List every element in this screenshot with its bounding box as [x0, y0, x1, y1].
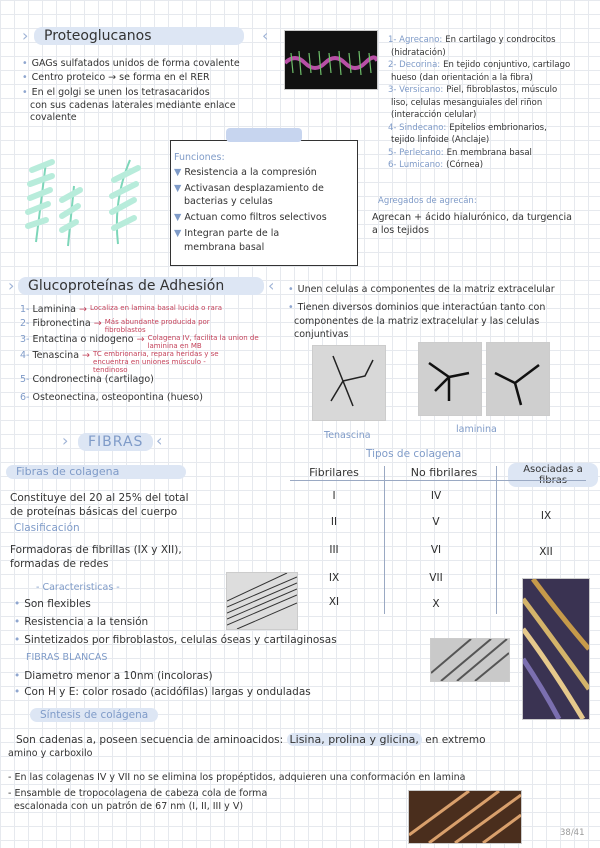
proteoglycan-type-name: 4- Sindecano: — [388, 122, 447, 133]
glycoprotein-name: Entactina o nidogeno — [32, 334, 134, 345]
collagen-type-cell: IX — [328, 572, 340, 584]
classification-title: Clasificación — [14, 522, 80, 534]
classification-desc: formadas de redes — [10, 558, 109, 570]
glycoprotein-name: Tenascina — [32, 350, 80, 361]
synthesis-text: Son cadenas a, poseen secuencia de aminoacidos: Lisina, prolina y glicina, en extremo — [16, 733, 486, 746]
proteoglycan-bullet: • GAGs sulfatados unidos de forma covalente — [22, 58, 240, 70]
tenascin-micrograph — [312, 345, 386, 421]
glycoprotein-item — [20, 392, 203, 404]
collagen-type-cell: XII — [539, 546, 553, 558]
characteristic-item: • Resistencia a la tensión — [14, 616, 148, 628]
characteristics-title: - Caracteristicas - — [36, 582, 120, 593]
characteristic-item: • Sintetizados por fibroblastos, celulas óseas y cartilaginosas — [14, 634, 337, 646]
collagen-fibers-micrograph-1 — [226, 572, 298, 630]
function-item: ▼ Actuan como filtros selectivos — [174, 212, 327, 223]
function-item: ▼ Resistencia a la compresión — [174, 167, 317, 178]
collagen-desc: Constituye del 20 al 25% del total — [10, 492, 189, 504]
laminin-micrograph-1 — [418, 342, 482, 416]
aggregates-desc: a los tejidos — [372, 225, 429, 236]
owl-sticker — [226, 128, 302, 142]
glycoprotein-number: 1- — [20, 304, 30, 315]
laminin-label: laminina — [456, 424, 497, 435]
arrow-icon: → — [90, 318, 105, 329]
proteoglycan-type-desc: En tejido conjuntivo, cartilago — [443, 60, 571, 70]
glycoprotein-text: componentes de la matriz extracelular y las celulas — [294, 316, 540, 327]
proteoglycan-bullet: • Centro proteico → se forma en el RER — [22, 72, 210, 84]
white-fiber-item: • Con H y E: color rosado (acidófilas) largas y onduladas — [14, 686, 311, 698]
proteoglycan-types-list — [388, 34, 570, 172]
arrow-icon: → — [133, 334, 148, 345]
proteoglycan-drawing — [18, 150, 158, 250]
proteoglycan-type-row — [388, 84, 570, 97]
collagen-type-cell: VII — [429, 572, 443, 584]
proteoglycan-micrograph — [284, 30, 378, 90]
collagen-type-cell: III — [329, 544, 339, 556]
characteristic-item: • Son flexibles — [14, 598, 91, 610]
proteoglycan-type-row — [388, 97, 570, 110]
collagen-type-cell: IX — [540, 510, 552, 522]
glycoprotein-item — [20, 350, 227, 374]
proteoglycan-type-desc: liso, celulas mesanguiales del riñon — [391, 97, 543, 108]
proteoglycan-type-row — [388, 72, 570, 85]
proteoglycan-type-desc: (hidratación) — [391, 47, 446, 58]
collagen-fibers-micrograph-2 — [430, 638, 510, 682]
glycoprotein-item — [20, 334, 282, 350]
glycoprotein-number: 5- — [20, 374, 30, 385]
proteoglycan-type-row — [388, 47, 570, 60]
proteoglycan-text: covalente — [30, 112, 77, 123]
function-item: ▼ Activasan desplazamiento de — [174, 183, 324, 194]
proteoglycan-type-name: 6- Lumicano: — [388, 160, 444, 170]
proteoglycan-type-row — [388, 109, 570, 122]
collagen-bundle-micrograph — [408, 790, 522, 844]
proteoglycan-type-row — [388, 122, 570, 135]
table-divider — [384, 466, 385, 614]
proteoglycan-type-name: 2- Decorina: — [388, 60, 441, 70]
synthesis-text: - En las colagenas IV y VII no se elimina los propéptidos, adquieren una conformación en lamina — [8, 772, 466, 783]
glycoprotein-number: 4- — [20, 350, 30, 361]
aggregates-desc: Agrecan + ácido hialurónico, da turgencia — [372, 212, 573, 223]
fibers-title: FIBRAS — [78, 433, 153, 451]
proteoglycan-type-row — [388, 147, 570, 160]
glycoprotein-item — [20, 318, 239, 334]
proteoglycan-type-desc: tejido linfoide (Anclaje) — [391, 135, 490, 145]
tenascin-label: Tenascina — [324, 430, 371, 441]
fibrilar-header: Fibrilares — [309, 466, 359, 479]
white-fibers-title: FIBRAS BLANCAS — [26, 652, 108, 663]
aggregates-title: Agregados de agrecán: — [378, 196, 477, 206]
proteoglycan-bullet: • En el golgi se unen los tetrasacaridos — [22, 87, 210, 99]
laminin-micrograph-2 — [486, 342, 550, 416]
collagen-fibers-title: Fibras de colagena — [6, 465, 186, 479]
collagen-stained-micrograph — [522, 578, 590, 720]
proteoglycan-type-name: 1- Agrecano: — [388, 35, 443, 45]
glycoprotein-note: Colagena IV, facilita la union de laminina en MB — [147, 334, 259, 350]
collagen-type-cell: XI — [328, 596, 340, 608]
collagen-type-cell: VI — [430, 544, 442, 556]
proteoglycan-type-desc: (Córnea) — [446, 160, 484, 170]
proteoglycan-type-row — [388, 134, 570, 147]
glycoprotein-number: 2- — [20, 318, 30, 329]
proteoglycan-type-desc: Piel, fibroblastos, músculo — [446, 85, 558, 95]
glycoprotein-bullet: • Unen celulas a componentes de la matriz extracelular — [288, 284, 555, 296]
glycoprotein-bullet: • Tienen diversos dominios que interactúan tanto con — [288, 302, 545, 314]
proteoglycans-title: Proteoglucanos — [34, 27, 244, 45]
chevron-left-icon: ‹ — [156, 431, 163, 450]
proteoglycan-type-desc: hueso (dan orientación a la fibra) — [391, 72, 533, 83]
collagen-type-cell: X — [432, 598, 440, 610]
synthesis-title: Síntesis de colágena — [30, 708, 158, 722]
glycoprotein-text: conjuntivas — [294, 329, 349, 340]
glycoprotein-note: Localiza en lamina basal lucida o rara — [90, 304, 223, 312]
glycoprotein-note: TC embrionaria, repara heridas y se encuentra en uniones músculo - tendinoso — [93, 350, 219, 374]
proteoglycan-type-name: 3- Versicano: — [388, 85, 444, 95]
glycoprotein-name: Laminina — [32, 304, 76, 315]
glycoprotein-name: Condronectina (cartilago) — [32, 374, 154, 385]
proteoglycan-type-row — [388, 34, 570, 47]
proteoglycan-type-name: 5- Perlecano: — [388, 147, 444, 158]
synthesis-text: - Ensamble de tropocolagena de cabeza cola de forma — [8, 788, 268, 799]
function-item: bacterias y celulas — [184, 196, 273, 207]
collagen-type-cell: II — [330, 516, 338, 528]
classification-desc: Formadoras de fibrillas (IX y XII), — [10, 544, 182, 556]
proteoglycan-type-desc: En membrana basal — [446, 147, 532, 158]
glycoprotein-note: Más abundante producida por fibroblastos — [104, 318, 210, 334]
arrow-icon: → — [76, 304, 90, 315]
chevron-left-icon: ‹ — [268, 276, 275, 295]
proteoglycan-type-desc: En cartilago y condrocitos — [445, 35, 556, 45]
glycoprotein-name: Osteonectina, osteopontina (hueso) — [32, 392, 203, 403]
proteoglycan-text: con sus cadenas laterales mediante enlace — [30, 100, 236, 111]
glycoproteins-title: Glucoproteínas de Adhesión — [18, 277, 264, 295]
associated-header: Asociadas a — [508, 463, 598, 487]
proteoglycan-type-desc: Epitelios embrionarios, — [449, 122, 547, 133]
arrow-icon: → — [79, 350, 94, 361]
collagen-type-cell: V — [432, 516, 440, 528]
proteoglycan-type-desc: (interacción celular) — [391, 110, 477, 120]
page-number: 38/41 — [560, 828, 585, 838]
synthesis-text: escalonada con un patrón de 67 nm (I, II, III y V) — [14, 801, 244, 812]
chevron-left-icon: ‹ — [262, 26, 269, 45]
function-item: membrana basal — [184, 242, 265, 253]
chevron-right-icon: › — [62, 431, 69, 450]
chevron-right-icon: › — [8, 276, 15, 295]
functions-title: Funciones: — [174, 152, 225, 163]
glycoprotein-name: Fibronectina — [32, 318, 91, 329]
table-header-line — [290, 480, 586, 481]
synthesis-text: amino y carboxilo — [8, 748, 93, 759]
white-fiber-item: • Diametro menor a 10nm (incoloras) — [14, 670, 213, 682]
proteoglycan-type-row — [388, 159, 570, 172]
collagen-type-cell: IV — [430, 490, 442, 502]
glycoprotein-item — [20, 374, 154, 386]
glycoprotein-number: 6- — [20, 392, 30, 403]
glycoprotein-item — [20, 304, 224, 316]
collagen-type-cell: I — [332, 490, 336, 502]
table-divider — [496, 466, 497, 614]
collagen-desc: de proteínas básicas del cuerpo — [10, 506, 178, 518]
non-fibrilar-header: No fibrilares — [410, 466, 478, 479]
function-item: ▼ Integran parte de la — [174, 228, 280, 239]
proteoglycan-type-row — [388, 59, 570, 72]
glycoprotein-number: 3- — [20, 334, 30, 345]
chevron-right-icon: › — [22, 26, 29, 45]
collagen-types-title: Tipos de colagena — [366, 448, 462, 460]
